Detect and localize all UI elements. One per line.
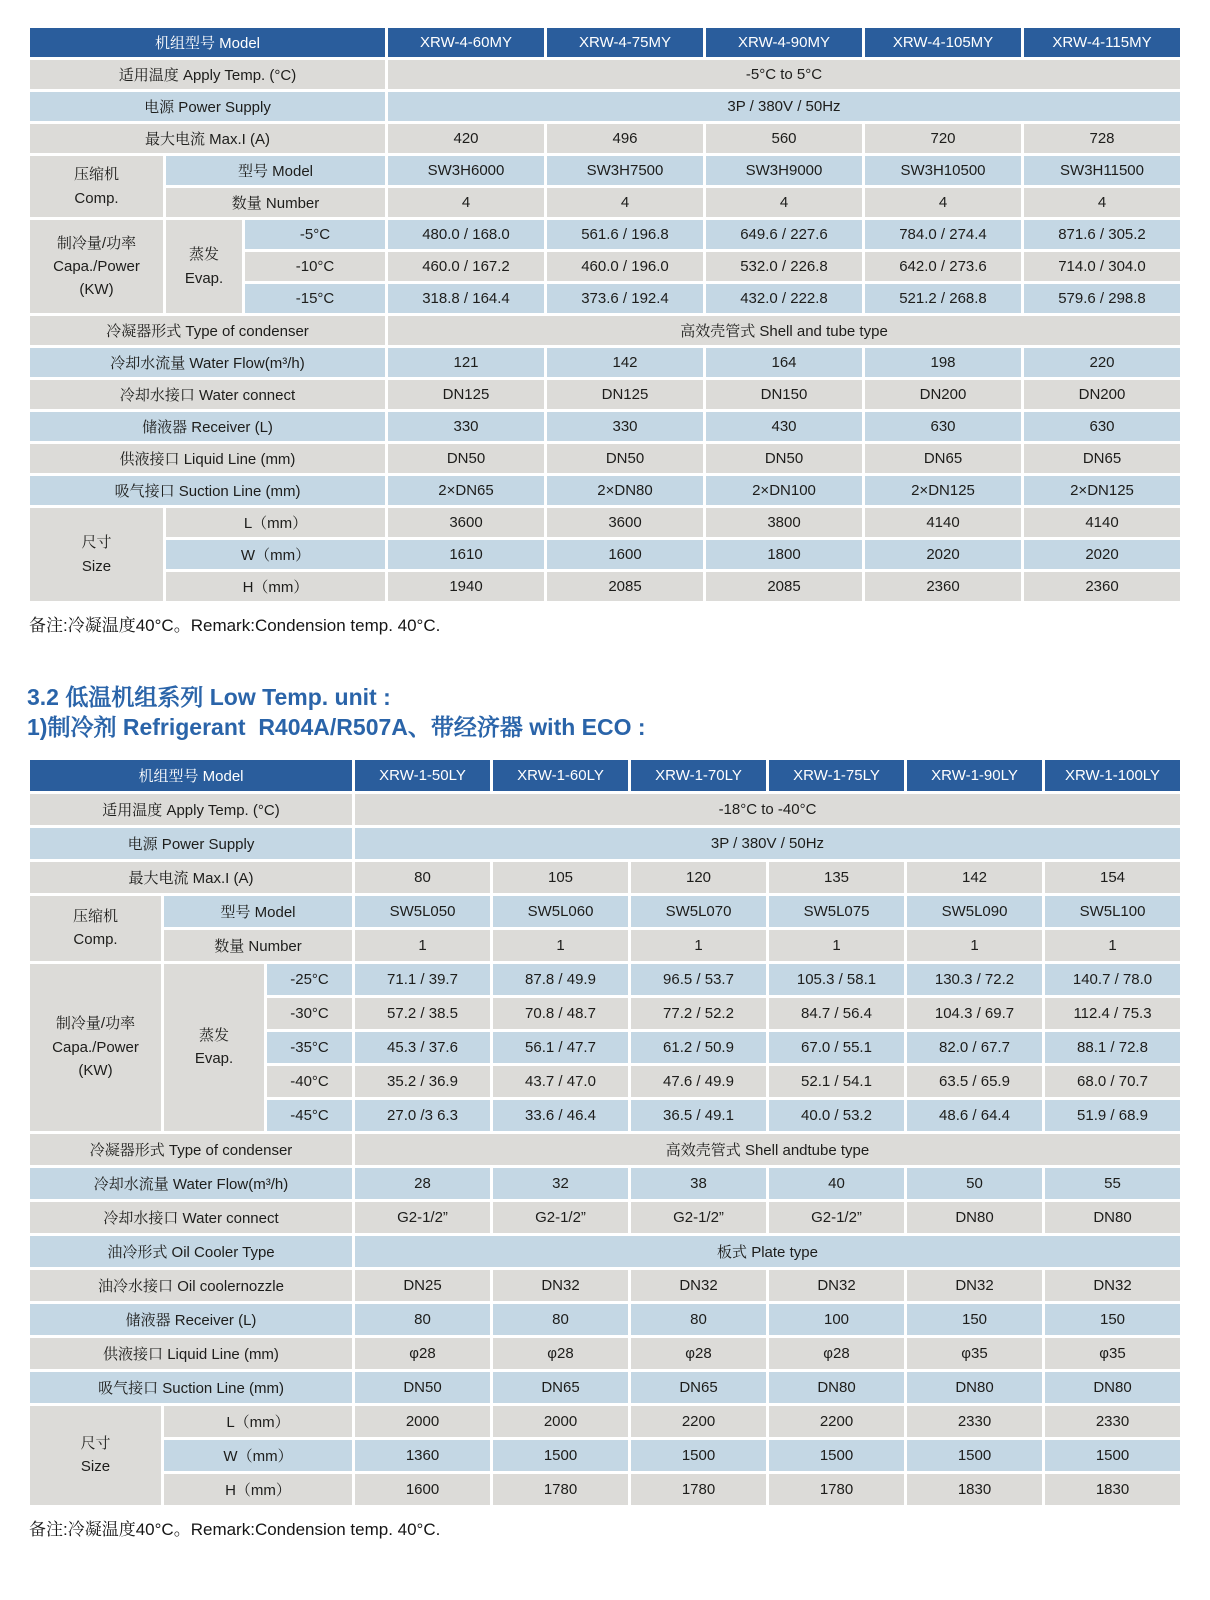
value-cell: φ35 [907, 1338, 1042, 1369]
value-cell: 1940 [388, 572, 544, 601]
value-cell: 1800 [706, 540, 862, 569]
row-label-cell: 供液接口 Liquid Line (mm) [30, 1338, 352, 1369]
table-row [30, 896, 1180, 927]
value-cell: 56.1 / 47.7 [493, 1032, 628, 1063]
value-cell: 2020 [865, 540, 1021, 569]
value-cell: 1600 [355, 1474, 490, 1505]
value-cell: 496 [547, 124, 703, 153]
value-cell: 70.8 / 48.7 [493, 998, 628, 1029]
row-label-cell: 储液器 Receiver (L) [30, 1304, 352, 1335]
sub-label-cell: L（mm） [166, 508, 385, 537]
value-cell: 88.1 / 72.8 [1045, 1032, 1180, 1063]
sub-label-cell: -45°C [267, 1100, 352, 1131]
table-row [30, 1338, 1180, 1369]
table-row [30, 380, 1180, 409]
value-cell: 52.1 / 54.1 [769, 1066, 904, 1097]
value-cell: 2×DN100 [706, 476, 862, 505]
value-cell: DN32 [631, 1270, 766, 1301]
value-cell: DN80 [907, 1372, 1042, 1403]
value-cell: DN32 [907, 1270, 1042, 1301]
row-label-cell: 冷却水流量 Water Flow(m³/h) [30, 348, 385, 377]
value-cell: 4140 [865, 508, 1021, 537]
model-header-cell: XRW-1-50LY [355, 760, 490, 791]
value-cell: 121 [388, 348, 544, 377]
value-cell: 318.8 / 164.4 [388, 284, 544, 313]
value-cell: 55 [1045, 1168, 1180, 1199]
value-cell: 4 [865, 188, 1021, 217]
value-cell: 1830 [907, 1474, 1042, 1505]
value-cell: 720 [865, 124, 1021, 153]
sub-label-cell: W（mm） [166, 540, 385, 569]
table-row [30, 1474, 1180, 1505]
value-cell: 33.6 / 46.4 [493, 1100, 628, 1131]
value-cell: 460.0 / 196.0 [547, 252, 703, 281]
value-cell: SW5L050 [355, 896, 490, 927]
value-cell: 135 [769, 862, 904, 893]
value-cell: 38 [631, 1168, 766, 1199]
value-cell: 420 [388, 124, 544, 153]
row-label-cell: 最大电流 Max.I (A) [30, 124, 385, 153]
value-cell: 45.3 / 37.6 [355, 1032, 490, 1063]
value-cell: 1 [355, 930, 490, 961]
value-cell: 96.5 / 53.7 [631, 964, 766, 995]
value-cell: 32 [493, 1168, 628, 1199]
value-cell: 2330 [907, 1406, 1042, 1437]
section-heading-line2: 1)制冷剂 Refrigerant R404A/R507A、带经济器 with ECO : [27, 713, 646, 740]
value-cell: 784.0 / 274.4 [865, 220, 1021, 249]
value-cell: 1 [1045, 930, 1180, 961]
value-cell: 80 [493, 1304, 628, 1335]
table-row [30, 540, 1180, 569]
value-cell: 871.6 / 305.2 [1024, 220, 1180, 249]
header-row [30, 760, 1180, 791]
row-label-cell: 冷凝器形式 Type of condenser [30, 1134, 352, 1165]
model-header-cell: XRW-1-60LY [493, 760, 628, 791]
value-cell: 28 [355, 1168, 490, 1199]
value-cell: 4 [706, 188, 862, 217]
value-cell: 330 [547, 412, 703, 441]
value-cell: 57.2 / 38.5 [355, 998, 490, 1029]
value-cell: 430 [706, 412, 862, 441]
row-label-cell: 油冷形式 Oil Cooler Type [30, 1236, 352, 1267]
span-value-cell: -18°C to -40°C [355, 794, 1180, 825]
sub-label-cell: 型号 Model [164, 896, 352, 927]
sub-label-cell: W（mm） [164, 1440, 352, 1471]
span-value-cell: 3P / 380V / 50Hz [388, 92, 1180, 121]
table-row [30, 476, 1180, 505]
table-row [30, 1134, 1180, 1165]
span-value-cell: 3P / 380V / 50Hz [355, 828, 1180, 859]
value-cell: DN65 [631, 1372, 766, 1403]
row-label-cell: 吸气接口 Suction Line (mm) [30, 476, 385, 505]
value-cell: 1500 [769, 1440, 904, 1471]
sub-label-cell: -10°C [245, 252, 385, 281]
value-cell: 80 [355, 862, 490, 893]
value-cell: 2200 [631, 1406, 766, 1437]
value-cell: 728 [1024, 124, 1180, 153]
value-cell: DN125 [547, 380, 703, 409]
value-cell: 36.5 / 49.1 [631, 1100, 766, 1131]
value-cell: 1610 [388, 540, 544, 569]
value-cell: 67.0 / 55.1 [769, 1032, 904, 1063]
value-cell: 1780 [631, 1474, 766, 1505]
value-cell: 47.6 / 49.9 [631, 1066, 766, 1097]
value-cell: DN32 [769, 1270, 904, 1301]
value-cell: SW3H10500 [865, 156, 1021, 185]
table-row [30, 92, 1180, 121]
header-row [30, 28, 1180, 57]
row-label-cell: 储液器 Receiver (L) [30, 412, 385, 441]
value-cell: 642.0 / 273.6 [865, 252, 1021, 281]
span-value-cell: -5°C to 5°C [388, 60, 1180, 89]
value-cell: 104.3 / 69.7 [907, 998, 1042, 1029]
row-label-cell: 冷却水接口 Water connect [30, 380, 385, 409]
value-cell: 2020 [1024, 540, 1180, 569]
table-row [30, 964, 1180, 995]
value-cell: DN32 [493, 1270, 628, 1301]
value-cell: 82.0 / 67.7 [907, 1032, 1042, 1063]
sub-label-cell: -35°C [267, 1032, 352, 1063]
value-cell: φ35 [1045, 1338, 1180, 1369]
value-cell: SW3H7500 [547, 156, 703, 185]
section-heading-line1: 3.2 低温机组系列 Low Temp. unit : [27, 684, 391, 710]
value-cell: 142 [547, 348, 703, 377]
table-row [30, 60, 1180, 89]
value-cell: 105.3 / 58.1 [769, 964, 904, 995]
value-cell: DN25 [355, 1270, 490, 1301]
table-row [30, 444, 1180, 473]
value-cell: DN50 [706, 444, 862, 473]
value-cell: SW3H9000 [706, 156, 862, 185]
value-cell: DN80 [1045, 1372, 1180, 1403]
value-cell: 48.6 / 64.4 [907, 1100, 1042, 1131]
value-cell: 2360 [865, 572, 1021, 601]
sub-label-cell: 数量 Number [166, 188, 385, 217]
value-cell: 1 [493, 930, 628, 961]
value-cell: 1500 [493, 1440, 628, 1471]
row-label-cell: 吸气接口 Suction Line (mm) [30, 1372, 352, 1403]
value-cell: 71.1 / 39.7 [355, 964, 490, 995]
row-label-cell: 冷却水流量 Water Flow(m³/h) [30, 1168, 352, 1199]
group-label-cell: 尺寸 Size [30, 1406, 161, 1505]
value-cell: G2-1/2” [355, 1202, 490, 1233]
value-cell: 1780 [769, 1474, 904, 1505]
value-cell: SW5L100 [1045, 896, 1180, 927]
table-row [30, 1168, 1180, 1199]
sub-label-cell: -5°C [245, 220, 385, 249]
value-cell: 120 [631, 862, 766, 893]
value-cell: 480.0 / 168.0 [388, 220, 544, 249]
value-cell: G2-1/2” [493, 1202, 628, 1233]
value-cell: 3600 [388, 508, 544, 537]
value-cell: 112.4 / 75.3 [1045, 998, 1180, 1029]
value-cell: 35.2 / 36.9 [355, 1066, 490, 1097]
table-row [30, 1440, 1180, 1471]
value-cell: G2-1/2” [769, 1202, 904, 1233]
value-cell: 63.5 / 65.9 [907, 1066, 1042, 1097]
value-cell: 2×DN125 [1024, 476, 1180, 505]
value-cell: DN150 [706, 380, 862, 409]
value-cell: 51.9 / 68.9 [1045, 1100, 1180, 1131]
section-heading [27, 683, 1183, 743]
value-cell: 27.0 /3 6.3 [355, 1100, 490, 1131]
value-cell: DN50 [388, 444, 544, 473]
value-cell: 521.2 / 268.8 [865, 284, 1021, 313]
value-cell: G2-1/2” [631, 1202, 766, 1233]
value-cell: 1780 [493, 1474, 628, 1505]
value-cell: SW5L090 [907, 896, 1042, 927]
group-label-cell: 压缩机 Comp. [30, 896, 161, 961]
value-cell: 40.0 / 53.2 [769, 1100, 904, 1131]
value-cell: SW3H11500 [1024, 156, 1180, 185]
value-cell: 4140 [1024, 508, 1180, 537]
value-cell: 2085 [547, 572, 703, 601]
value-cell: 1 [907, 930, 1042, 961]
table-row [30, 1236, 1180, 1267]
value-cell: DN65 [1024, 444, 1180, 473]
value-cell: 130.3 / 72.2 [907, 964, 1042, 995]
sub-label-cell: -15°C [245, 284, 385, 313]
value-cell: DN50 [355, 1372, 490, 1403]
model-header-cell: XRW-4-75MY [547, 28, 703, 57]
value-cell: DN80 [907, 1202, 1042, 1233]
value-cell: 80 [631, 1304, 766, 1335]
value-cell: DN200 [1024, 380, 1180, 409]
header-label-cell: 机组型号 Model [30, 760, 352, 791]
value-cell: 432.0 / 222.8 [706, 284, 862, 313]
row-label-cell: 适用温度 Apply Temp. (°C) [30, 794, 352, 825]
value-cell: 630 [865, 412, 1021, 441]
value-cell: DN65 [865, 444, 1021, 473]
value-cell: 460.0 / 167.2 [388, 252, 544, 281]
sub-label-cell: -40°C [267, 1066, 352, 1097]
table-row [30, 220, 1180, 249]
value-cell: 1600 [547, 540, 703, 569]
sub-label-cell: -30°C [267, 998, 352, 1029]
table-row [30, 412, 1180, 441]
value-cell: 77.2 / 52.2 [631, 998, 766, 1029]
model-header-cell: XRW-1-90LY [907, 760, 1042, 791]
sub-label-cell: L（mm） [164, 1406, 352, 1437]
table-row [30, 124, 1180, 153]
model-header-cell: XRW-4-60MY [388, 28, 544, 57]
spec-table-mid-temp [27, 25, 1183, 604]
table-row [30, 930, 1180, 961]
value-cell: DN65 [493, 1372, 628, 1403]
value-cell: 714.0 / 304.0 [1024, 252, 1180, 281]
value-cell: DN32 [1045, 1270, 1180, 1301]
value-cell: DN200 [865, 380, 1021, 409]
row-label-cell: 冷凝器形式 Type of condenser [30, 316, 385, 345]
table-row [30, 1304, 1180, 1335]
table-row [30, 508, 1180, 537]
model-header-cell: XRW-4-105MY [865, 28, 1021, 57]
table-row [30, 316, 1180, 345]
table-row [30, 348, 1180, 377]
group-label-cell: 制冷量/功率 Capa./Power (KW) [30, 964, 161, 1131]
value-cell: 2330 [1045, 1406, 1180, 1437]
value-cell: φ28 [631, 1338, 766, 1369]
value-cell: 105 [493, 862, 628, 893]
value-cell: 142 [907, 862, 1042, 893]
table-row [30, 862, 1180, 893]
value-cell: 1 [769, 930, 904, 961]
value-cell: 100 [769, 1304, 904, 1335]
group-mid-label-cell: 蒸发 Evap. [164, 964, 264, 1131]
value-cell: 630 [1024, 412, 1180, 441]
table-row [30, 828, 1180, 859]
value-cell: DN125 [388, 380, 544, 409]
value-cell: 50 [907, 1168, 1042, 1199]
model-header-cell: XRW-1-100LY [1045, 760, 1180, 791]
value-cell: SW3H6000 [388, 156, 544, 185]
group-label-cell: 压缩机 Comp. [30, 156, 163, 217]
value-cell: 330 [388, 412, 544, 441]
table-row [30, 188, 1180, 217]
value-cell: 198 [865, 348, 1021, 377]
sub-label-cell: H（mm） [166, 572, 385, 601]
value-cell: 649.6 / 227.6 [706, 220, 862, 249]
value-cell: 2×DN125 [865, 476, 1021, 505]
value-cell: 2000 [493, 1406, 628, 1437]
group-label-cell: 制冷量/功率 Capa./Power (KW) [30, 220, 163, 313]
table-row [30, 1372, 1180, 1403]
value-cell: 2×DN80 [547, 476, 703, 505]
group-mid-label-cell: 蒸发 Evap. [166, 220, 242, 313]
row-label-cell: 最大电流 Max.I (A) [30, 862, 352, 893]
row-label-cell: 供液接口 Liquid Line (mm) [30, 444, 385, 473]
table-row [30, 1406, 1180, 1437]
value-cell: 2360 [1024, 572, 1180, 601]
value-cell: 4 [1024, 188, 1180, 217]
value-cell: 1500 [907, 1440, 1042, 1471]
value-cell: 2000 [355, 1406, 490, 1437]
header-label-cell: 机组型号 Model [30, 28, 385, 57]
value-cell: DN80 [769, 1372, 904, 1403]
value-cell: SW5L075 [769, 896, 904, 927]
row-label-cell: 电源 Power Supply [30, 92, 385, 121]
value-cell: 1830 [1045, 1474, 1180, 1505]
value-cell: DN50 [547, 444, 703, 473]
value-cell: 2200 [769, 1406, 904, 1437]
value-cell: DN80 [1045, 1202, 1180, 1233]
value-cell: 4 [388, 188, 544, 217]
value-cell: 1500 [631, 1440, 766, 1471]
value-cell: 43.7 / 47.0 [493, 1066, 628, 1097]
group-label-cell: 尺寸 Size [30, 508, 163, 601]
span-value-cell: 高效壳管式 Shell andtube type [355, 1134, 1180, 1165]
spec-table-low-temp [27, 757, 1183, 1508]
value-cell: SW5L060 [493, 896, 628, 927]
value-cell: 3800 [706, 508, 862, 537]
value-cell: 1 [631, 930, 766, 961]
table-row [30, 1202, 1180, 1233]
table-row [30, 794, 1180, 825]
value-cell: 87.8 / 49.9 [493, 964, 628, 995]
model-header-cell: XRW-1-70LY [631, 760, 766, 791]
value-cell: 80 [355, 1304, 490, 1335]
value-cell: 40 [769, 1168, 904, 1199]
value-cell: 220 [1024, 348, 1180, 377]
model-header-cell: XRW-1-75LY [769, 760, 904, 791]
row-label-cell: 电源 Power Supply [30, 828, 352, 859]
table-row [30, 1270, 1180, 1301]
value-cell: 3600 [547, 508, 703, 537]
sub-label-cell: 型号 Model [166, 156, 385, 185]
sub-label-cell: H（mm） [164, 1474, 352, 1505]
note-low-temp: 备注:冷凝温度40°C。Remark:Condension temp. 40°C. [29, 1519, 441, 1539]
note-mid-temp: 备注:冷凝温度40°C。Remark:Condension temp. 40°C. [29, 616, 441, 635]
value-cell: 84.7 / 56.4 [769, 998, 904, 1029]
row-label-cell: 油冷水接口 Oil coolernozzle [30, 1270, 352, 1301]
value-cell: 164 [706, 348, 862, 377]
value-cell: SW5L070 [631, 896, 766, 927]
value-cell: 1500 [1045, 1440, 1180, 1471]
value-cell: φ28 [493, 1338, 628, 1369]
span-value-cell: 板式 Plate type [355, 1236, 1180, 1267]
value-cell: 579.6 / 298.8 [1024, 284, 1180, 313]
value-cell: 150 [1045, 1304, 1180, 1335]
value-cell: 68.0 / 70.7 [1045, 1066, 1180, 1097]
value-cell: 2×DN65 [388, 476, 544, 505]
value-cell: 61.2 / 50.9 [631, 1032, 766, 1063]
value-cell: 4 [547, 188, 703, 217]
value-cell: 150 [907, 1304, 1042, 1335]
value-cell: 561.6 / 196.8 [547, 220, 703, 249]
value-cell: φ28 [355, 1338, 490, 1369]
value-cell: 140.7 / 78.0 [1045, 964, 1180, 995]
value-cell: 532.0 / 226.8 [706, 252, 862, 281]
row-label-cell: 适用温度 Apply Temp. (°C) [30, 60, 385, 89]
model-header-cell: XRW-4-90MY [706, 28, 862, 57]
value-cell: 2085 [706, 572, 862, 601]
value-cell: 373.6 / 192.4 [547, 284, 703, 313]
table-row [30, 572, 1180, 601]
row-label-cell: 冷却水接口 Water connect [30, 1202, 352, 1233]
model-header-cell: XRW-4-115MY [1024, 28, 1180, 57]
sub-label-cell: 数量 Number [164, 930, 352, 961]
span-value-cell: 高效壳管式 Shell and tube type [388, 316, 1180, 345]
value-cell: 154 [1045, 862, 1180, 893]
table-row [30, 156, 1180, 185]
value-cell: φ28 [769, 1338, 904, 1369]
value-cell: 1360 [355, 1440, 490, 1471]
value-cell: 560 [706, 124, 862, 153]
sub-label-cell: -25°C [267, 964, 352, 995]
